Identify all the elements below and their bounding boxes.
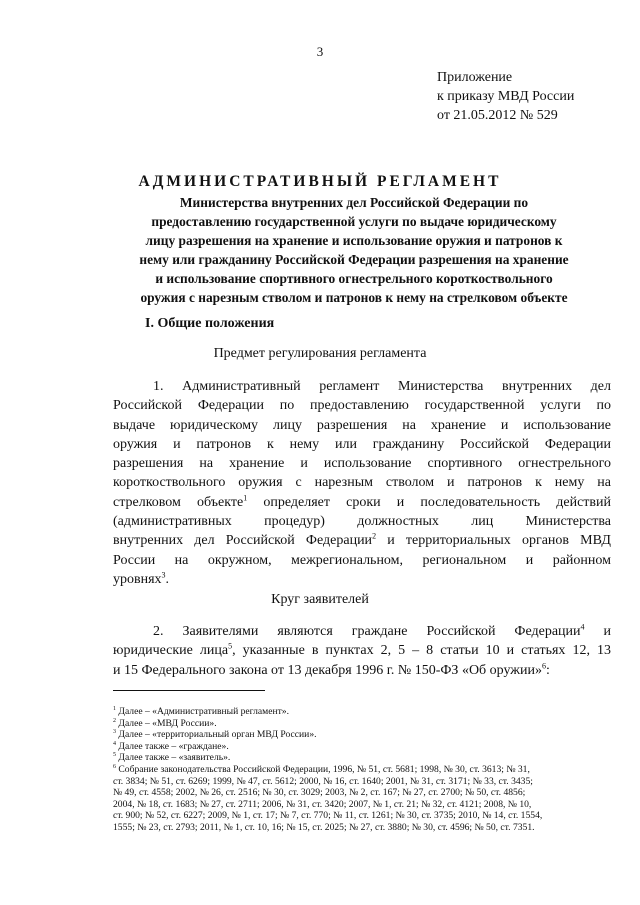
paragraph-line — [113, 641, 611, 660]
paragraph-line: короткоствольного оружия с нарезным стволом и патронов к нему на — [113, 475, 611, 491]
document-subtitle — [98, 193, 610, 307]
line-text: юридические лица — [113, 643, 229, 659]
footnote-number: 4 — [113, 740, 116, 747]
subtitle-line: нему или гражданину Российской Федерации разрешения на хранение — [139, 252, 569, 267]
footnote-ref: 2 — [372, 531, 377, 541]
footnote-text: Далее – «МВД России». — [116, 717, 217, 729]
paragraph-2 — [113, 622, 611, 680]
footnote-text: Далее – «Административный регламент». — [116, 706, 290, 717]
paragraph-1 — [113, 377, 611, 589]
appendix-block — [437, 68, 574, 125]
appendix-line: к приказу МВД России — [437, 89, 575, 104]
line-text: и территориальных органов МВД — [376, 533, 611, 549]
footnote-number: 5 — [113, 752, 116, 759]
footnote — [113, 752, 613, 764]
footnote — [113, 729, 613, 741]
line-text: , указанные в пунктах 2, 5 – 8 статьи 10 и статьях 12, 13 — [232, 643, 611, 659]
footnotes — [113, 706, 613, 834]
footnote-text: Далее – «территориальный орган МВД России». — [116, 729, 317, 741]
line-text: . — [165, 571, 170, 587]
appendix-line: от 21.05.2012 № 529 — [437, 108, 558, 123]
line-text: и — [584, 624, 611, 639]
footnote — [113, 706, 613, 718]
line-text: 2. Заявителями являются граждане Российской Федерации — [153, 624, 581, 639]
subtitle-line: предоставлению государственной услуги по выдаче юридическому — [151, 214, 557, 229]
footnote-text: Собрание законодательства Российской Федерации, 1996, № 51, ст. 5681; 1998, № 30, ст. 3613; № 31, — [116, 763, 530, 775]
paragraph-line — [113, 622, 611, 641]
footnote-ref: 5 — [228, 641, 233, 651]
line-text: внутренних дел Российской Федерации — [113, 533, 373, 549]
subheading-regulation-subject: Предмет регулирования регламента — [213, 346, 427, 361]
footnote — [113, 741, 613, 753]
footnote-source-line: ст. 900; № 52, ст. 6227; 2009, № 1, ст. 17; № 7, ст. 770; № 11, ст. 1261; № 30, ст. 3735; 2010, № 14, ст. 1554, — [113, 810, 543, 822]
line-text: : — [545, 662, 550, 678]
footnote-number: 2 — [113, 717, 116, 724]
paragraph-line: выдаче юридическому лицу разрешения на хранение и использование — [113, 417, 611, 433]
subtitle-line: оружия с нарезным стволом и патронов к нему на стрелковом объекте — [140, 290, 568, 305]
footnote-source-line: № 49, ст. 4558; 2002, № 26, ст. 2516; № 30, ст. 3029; 2003, № 2, ст. 167; № 27, ст. 2700; № 50, ст. 4856; — [113, 787, 526, 799]
section-heading: I. Общие положения — [145, 316, 275, 331]
paragraph-line: России на окружном, межрегиональном, региональном и районном — [113, 552, 611, 568]
footnote-text: Далее также – «заявитель». — [116, 752, 231, 764]
footnote-text: Далее также – «граждане». — [116, 740, 229, 752]
paragraph-line — [113, 493, 611, 512]
footnote-number: 1 — [113, 705, 116, 712]
paragraph-line — [113, 661, 611, 680]
document-title: АДМИНИСТРАТИВНЫЙ РЕГЛАМЕНТ — [138, 173, 502, 190]
paragraph-line — [113, 570, 611, 589]
line-text: определяет сроки и последовательность действий — [247, 494, 611, 510]
paragraph-line: (административных процедур) должностных лиц Министерства — [113, 514, 611, 530]
line-text: стрелковом объекте — [113, 494, 244, 510]
subtitle-line: Министерства внутренних дел Российской Федерации по — [179, 195, 529, 210]
paragraph-line: 1. Административный регламент Министерства внутренних дел — [153, 379, 611, 394]
footnote-ref: 3 — [161, 570, 166, 580]
footnote-ref: 6 — [541, 660, 546, 670]
line-text: и 15 Федерального закона от 13 декабря 1996 г. № 150-ФЗ «Об оружии» — [113, 662, 542, 678]
footnote-source-line: ст. 3834; № 51, ст. 6269; 1999, № 47, ст. 5612; 2000, № 16, ст. 1640; 2001, № 31, ст. 3171; № 33, ст. 3435; — [113, 775, 533, 787]
footnote — [113, 718, 613, 730]
footnote-number: 6 — [113, 763, 116, 770]
line-text: уровнях — [113, 571, 162, 587]
paragraph-line: Российской Федерации по предоставлению государственной услуги по — [113, 398, 611, 414]
subheading-applicants: Круг заявителей — [271, 592, 369, 607]
footnote-separator — [113, 690, 265, 691]
paragraph-line — [113, 531, 611, 550]
paragraph-line: разрешения на хранение и использование спортивного огнестрельного — [113, 456, 611, 472]
subtitle-line: лицу разрешения на хранение и использование оружия и патронов к — [145, 233, 563, 248]
appendix-line: Приложение — [437, 70, 513, 85]
paragraph-line: оружия и патронов к нему или гражданину Российской Федерации — [113, 436, 611, 452]
footnote-source-line: 1555; № 23, ст. 2793; 2011, № 1, ст. 10, 16; № 15, ст. 2025; № 27, ст. 3880; № 30, ст. 4596; № 50, ст. 7351. — [113, 821, 535, 833]
page-number: 3 — [316, 44, 324, 59]
footnote-ref: 4 — [580, 622, 585, 632]
footnote-ref: 1 — [243, 493, 248, 503]
footnote-source — [113, 764, 613, 776]
subtitle-line: и использование спортивного огнестрельного короткоствольного — [155, 271, 553, 286]
footnote-number: 3 — [113, 729, 116, 735]
footnote-source-line: 2004, № 18, ст. 1683; № 27, ст. 2711; 2006, № 31, ст. 3420; 2007, № 1, ст. 21; № 32, ст. 4121; 2008, № 10, — [113, 798, 532, 810]
